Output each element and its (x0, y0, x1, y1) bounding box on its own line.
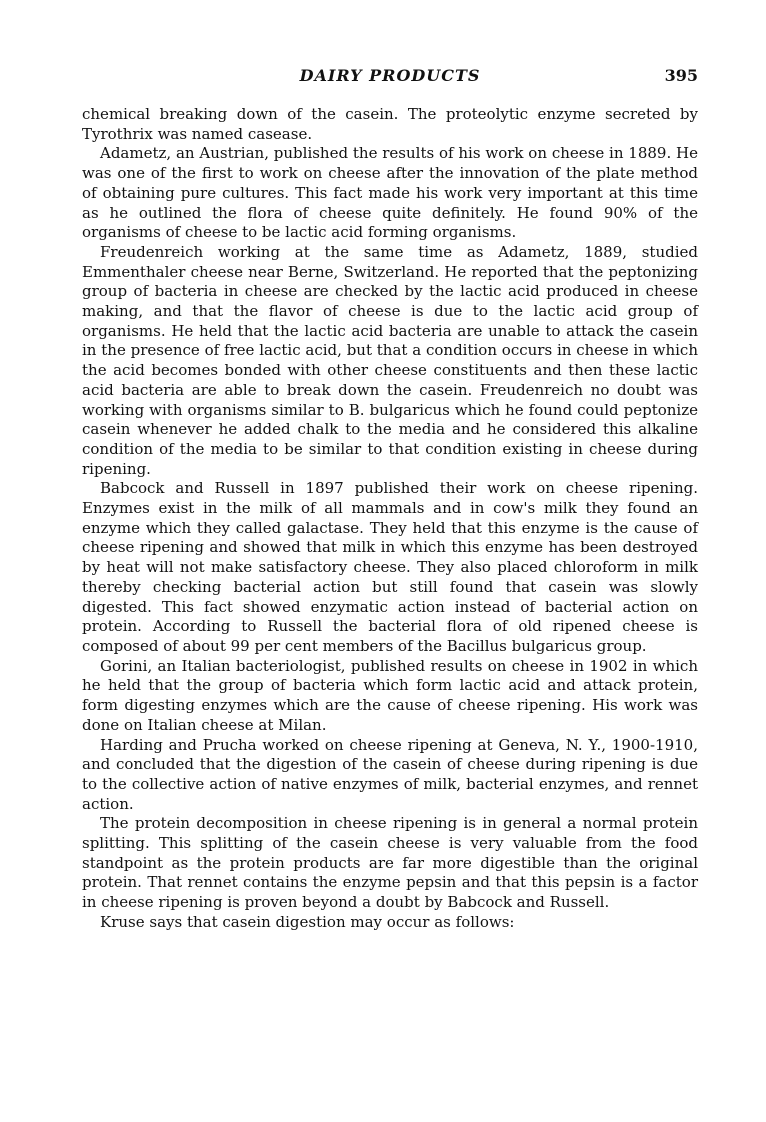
paragraph-continued: chemical breaking down of the casein. The proteolytic enzyme secreted by Tyrothrix was named casease. (82, 105, 698, 143)
running-head: DAIRY PRODUCTS (299, 66, 481, 85)
body-text (82, 105, 698, 933)
paragraph-adametz: Adametz, an Austrian, published the results of his work on cheese in 1889. He was one of the first to work on cheese after the innovation of the plate method of obtaining pure cultures. This fact made his work very important at this time as he outlined the flora of cheese quite definitely. He found 90% of the organisms of cheese to be lactic acid forming organisms. (82, 144, 698, 242)
page-number: 395 (664, 66, 698, 85)
page-header (82, 66, 698, 88)
paragraph-babcock-russell: Babcock and Russell in 1897 published their work on cheese ripening. Enzymes exist in the milk of all mammals and in cow's milk they found an enzyme which they called galactase. They held that this enzyme is the cause of cheese ripening and showed that milk in which this enzyme has been destroyed by heat will not make satisfactory cheese. They also placed chloroform in milk thereby checking bacterial action but still found that casein was slowly digested. This fact showed enzymatic action instead of bacterial action on protein. According to Russell the bacterial flora of old ripened cheese is composed of about 99 per cent members of the Bacillus bulgaricus group. (82, 479, 698, 655)
paragraph-gorini: Gorini, an Italian bacteriologist, published results on cheese in 1902 in which he held that the group of bacteria which form lactic acid and attack protein, form digesting enzymes which are the cause of cheese ripening. His work was done on Italian cheese at Milan. (82, 656, 698, 734)
paragraph-harding-prucha: Harding and Prucha worked on cheese ripening at Geneva, N. Y., 1900-1910, and concluded that the digestion of the casein of cheese during ripening is due to the collective action of native enzymes of milk, bacterial enzymes, and rennet action. (82, 735, 698, 813)
paragraph-protein-decomposition: The protein decomposition in cheese ripening is in general a normal protein splitting. This splitting of the casein cheese is very valuable from the food standpoint as the protein products are far more digestible than the original protein. That rennet contains the enzyme pepsin and that this pepsin is a factor in cheese ripening is proven beyond a doubt by Babcock and Russell. (82, 814, 698, 912)
paragraph-kruse: Kruse says that casein digestion may occur as follows: (100, 912, 515, 931)
paragraph-freudenreich: Freudenreich working at the same time as Adametz, 1889, studied Emmenthaler cheese near Berne, Switzerland. He reported that the peptonizing group of bacteria in cheese are checked by the lactic acid produced in cheese making, and that the flavor of cheese is due to the lactic acid group of organisms. He held that the lactic acid bacteria are unable to attack the casein in the presence of free lactic acid, but that a condition occurs in cheese in which the acid becomes bonded with other cheese constituents and then these lactic acid bacteria are able to break down the casein. Freudenreich no doubt was working with organisms similar to B. bulgaricus which he found could peptonize casein whenever he added chalk to the media and he considered this alkaline condition of the media to be similar to that condition existing in cheese during ripening. (82, 242, 698, 478)
